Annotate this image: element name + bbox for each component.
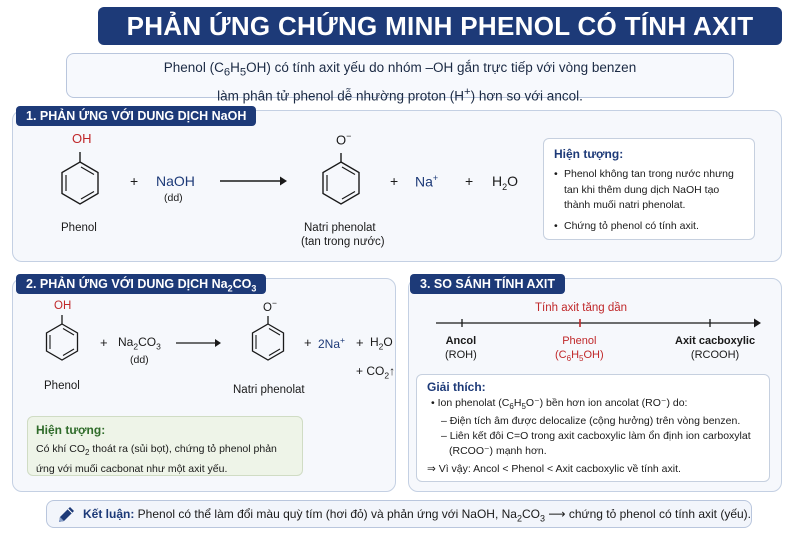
phenol-structure-1 [52, 148, 108, 218]
plus-sign: + [100, 335, 108, 350]
observation-box-1 [543, 138, 755, 240]
explanation-line-2: – Điện tích âm được delocalize (cộng hưởng) trên vòng benzen. [441, 415, 741, 428]
observation-title-2: Hiện tượng: [36, 423, 106, 437]
axis-point-phenol: Phenol $(C_6H_5OH)$ [555, 335, 604, 364]
observation-box-2 [27, 416, 303, 476]
section-2-heading: 2. PHẢN ỨNG VỚI DUNG DỊCH $Na_2CO_3$ [16, 274, 266, 294]
product-name-2: Natri phenolat [233, 384, 305, 396]
phenol-oh-label-2: OH [54, 300, 72, 312]
reagent-state: (dd) [164, 192, 183, 204]
reaction-arrow-icon [176, 337, 222, 349]
reagent-na2co3: $Na_2CO_3$ [118, 335, 161, 352]
explanation-line-3: – Liên kết đôi C=O trong axit cacboxylic làm ổn định ion carboxylat [441, 430, 751, 443]
intro-line-1: Phenol $(C_6H_5OH)$ có tính axit yếu do nhóm –OH gắn trực tiếp với vòng benzen [163, 60, 637, 79]
intro-line-2: làm phân tử phenol dễ nhường proton (H+) hơn so với ancol. [217, 85, 583, 104]
axis-point-ancol: Ancol (ROH) [445, 335, 477, 361]
observation-title: Hiện tượng: [554, 147, 624, 161]
plus-sign: + [304, 335, 312, 350]
list-item: • Chứng tỏ phenol có tính axit. [554, 219, 744, 235]
acidity-axis [436, 316, 762, 330]
explanation-line-5: ⇒ Vì vậy: Ancol < Phenol < Axit cacboxylic về tính axit. [427, 463, 681, 476]
intro-box [66, 53, 734, 104]
explanation-box [416, 374, 770, 482]
sodium-ion-2: 2Na+ [318, 335, 345, 351]
plus-sign: + [130, 173, 139, 189]
co2-formula: + $CO_2↑$ [356, 364, 396, 381]
reagent-state-2: (dd) [130, 354, 149, 366]
page-title: PHẢN ỨNG CHỨNG MINH PHENOL CÓ TÍNH AXIT [98, 7, 782, 45]
reaction-arrow-icon [220, 174, 288, 188]
phenol-label-1: Phenol [61, 222, 97, 234]
plus-sign: + [465, 173, 474, 189]
phenol-oh-label-1: OH [72, 131, 92, 146]
section-3-heading: 3. SO SÁNH TÍNH AXIT [410, 274, 565, 294]
section-1-heading: 1. PHẢN ỨNG VỚI DUNG DỊCH NaOH [16, 106, 256, 126]
water-formula: $H_2O$ [492, 173, 519, 192]
axis-point-axit: Axit cacboxylic (RCOOH) [675, 335, 756, 361]
pencil-icon [56, 505, 76, 525]
reagent-naoh: NaOH [156, 173, 195, 189]
axis-label: Tính axit tăng dần [535, 302, 628, 314]
water-formula-2: $H_2O$ [370, 335, 393, 352]
observation-list [554, 167, 744, 234]
observation-text-2: Có khí $CO_2$ thoát ra (sủi bọt), chứng tỏ phenol phản ứng với muối cacbonat như một axit yếu. [36, 443, 277, 476]
phenol-label-2: Phenol [44, 380, 80, 392]
list-item: • Phenol không tan trong nước nhưng tan khi thêm dung dịch NaOH tạo thành muối natri phenolat. [554, 167, 744, 214]
product-note-1: (tan trong nước) [301, 236, 385, 248]
phenolate-o-label-2: O− [263, 298, 277, 314]
conclusion-box: Kết luận: Phenol có thể làm đổi màu quỳ tím (hơi đỏ) và phản ứng với NaOH, $Na_2CO_3$ ⟶ chứng tỏ phenol có tính axit (yếu). [46, 500, 752, 528]
phenolate-o-label-1: O− [336, 131, 352, 148]
phenolate-structure-1 [313, 148, 369, 218]
explanation-line-4: (RCOO⁻) mạnh hơn. [449, 445, 547, 458]
product-name-1: Natri phenolat [304, 222, 376, 234]
explanation-line-1: • Ion phenolat $(C_6H_5O^-)$ bền hơn ion ancolat (RO⁻) do: [431, 397, 688, 412]
plus-sign: + [390, 173, 399, 189]
phenol-structure-2 [38, 312, 86, 372]
conclusion-label: Kết luận: [83, 507, 135, 521]
sodium-ion: Na+ [415, 173, 439, 190]
explanation-title: Giải thích: [427, 380, 486, 394]
phenolate-structure-2 [244, 312, 292, 372]
plus-sign: + [356, 335, 364, 350]
